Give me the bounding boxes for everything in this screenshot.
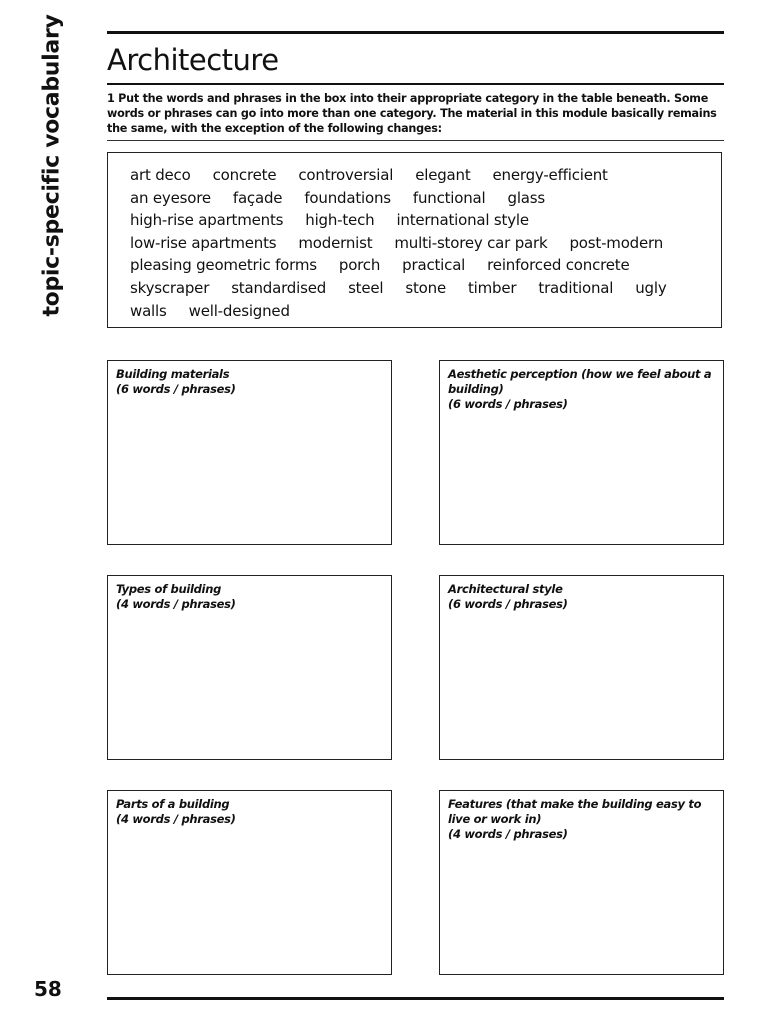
category-count: (6 words / phrases) — [116, 382, 236, 396]
category-title: Types of building — [116, 582, 222, 596]
word: standardised — [231, 278, 327, 297]
word: practical — [402, 256, 466, 275]
word: modernist — [298, 233, 373, 252]
word: energy-efficient — [492, 166, 608, 184]
word: elegant — [415, 166, 471, 184]
category-title: Features (that make the building easy to live or work in) — [448, 797, 702, 826]
category-count: (4 words / phrases) — [116, 597, 236, 611]
category-box-building-materials[interactable] — [107, 360, 392, 545]
category-count: (6 words / phrases) — [448, 397, 568, 411]
word-line — [130, 254, 721, 277]
word: post-modern — [569, 233, 664, 252]
category-count: (6 words / phrases) — [448, 597, 568, 611]
category-count: (4 words / phrases) — [448, 827, 568, 841]
page-number: 58 — [34, 977, 62, 1001]
word: skyscraper — [130, 278, 210, 297]
word: low-rise apartments — [130, 233, 277, 252]
category-box-parts-of-a-building[interactable] — [107, 790, 392, 975]
word: façade — [232, 188, 283, 207]
word: an eyesore — [130, 188, 211, 207]
top-rule — [107, 31, 724, 34]
word: functional — [412, 188, 486, 207]
category-box-aesthetic-perception[interactable] — [439, 360, 724, 545]
instructions-rule — [107, 140, 724, 141]
word: walls — [130, 301, 167, 320]
word: high-rise apartments — [130, 211, 284, 230]
category-box-features[interactable] — [439, 790, 724, 975]
instructions: 1 Put the words and phrases in the box into their appropriate category in the table beneath. Some words or phrases can go into more than one category. The material in this module basically remains the same, with the exception of the following changes: — [107, 92, 717, 135]
word-line — [130, 164, 721, 187]
word: glass — [507, 188, 546, 207]
word: timber — [468, 278, 517, 297]
category-box-types-of-building[interactable] — [107, 575, 392, 760]
category-title: Parts of a building — [116, 797, 230, 811]
word: multi-storey car park — [394, 233, 548, 252]
side-title-text: topic-specific vocabulary — [39, 13, 65, 317]
word: high-tech — [305, 211, 375, 230]
word-line — [130, 209, 721, 232]
bottom-rule — [107, 997, 724, 1000]
category-title: Building materials — [116, 367, 230, 381]
word: ugly — [635, 278, 667, 297]
word-line — [130, 277, 721, 300]
word: concrete — [212, 166, 277, 184]
word: foundations — [304, 188, 391, 207]
word-line — [130, 300, 721, 323]
category-count: (4 words / phrases) — [116, 812, 236, 826]
word: steel — [348, 278, 384, 297]
word: pleasing geometric forms — [130, 256, 317, 275]
word-line — [130, 232, 721, 255]
category-box-architectural-style[interactable] — [439, 575, 724, 760]
page-title: Architecture — [107, 43, 279, 77]
word: well-designed — [188, 301, 290, 320]
word: art deco — [130, 166, 191, 184]
word: controversial — [298, 166, 394, 184]
word-box — [107, 152, 722, 328]
word: international style — [396, 211, 529, 230]
word: porch — [338, 256, 381, 275]
word: stone — [405, 278, 446, 297]
word: reinforced concrete — [487, 256, 630, 275]
side-title — [33, 13, 71, 317]
word-line — [130, 187, 721, 210]
title-rule — [107, 83, 724, 85]
category-title: Architectural style — [448, 582, 563, 596]
category-title: Aesthetic perception (how we feel about a building) — [448, 367, 712, 396]
word: traditional — [538, 278, 614, 297]
